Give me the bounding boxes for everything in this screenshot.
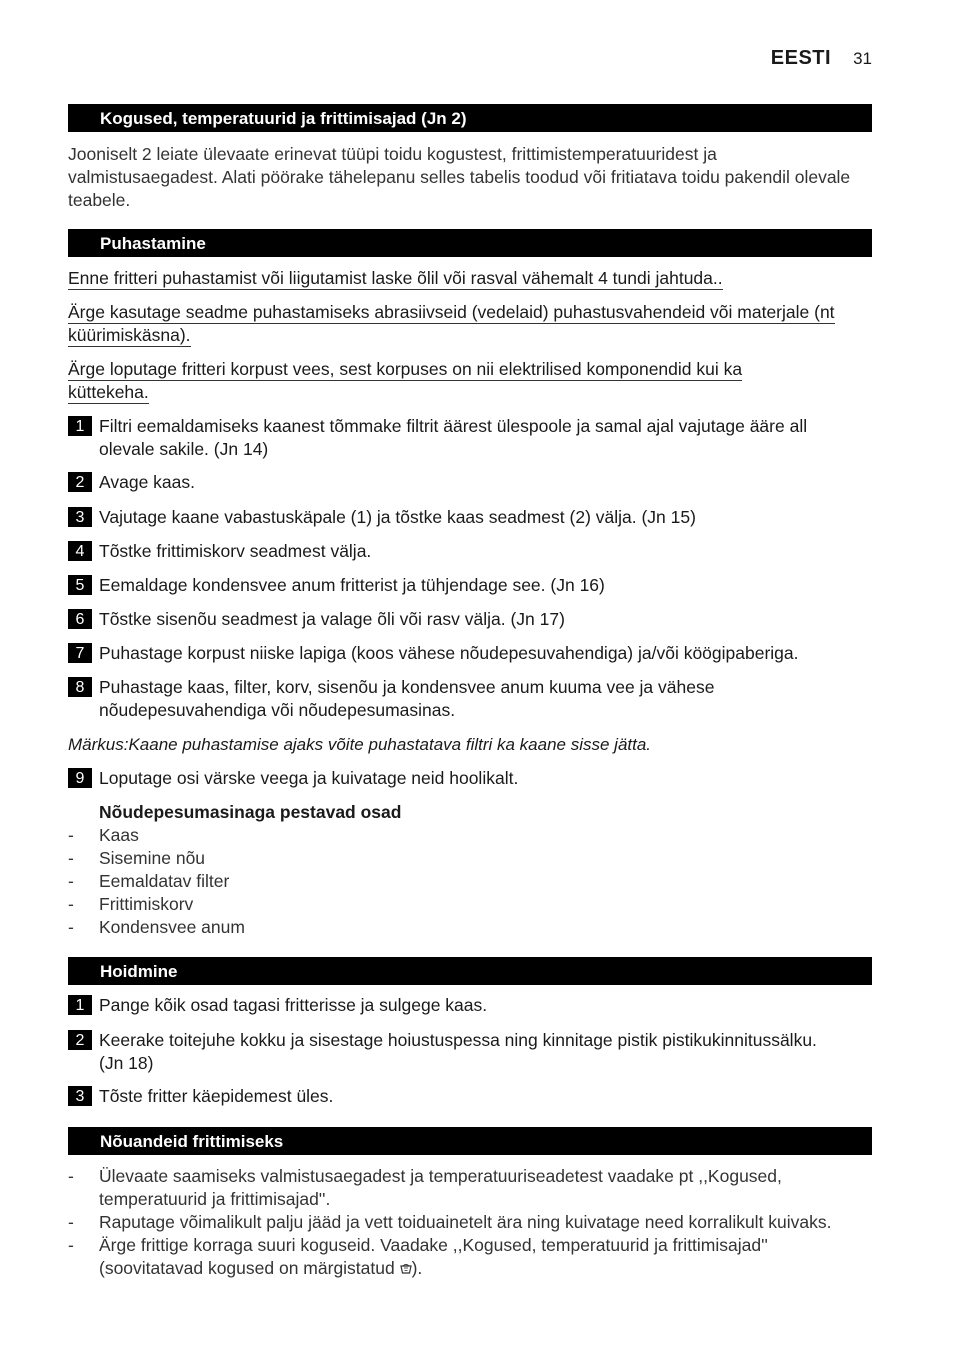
text-line: Jooniselt 2 leiate ülevaate erinevat tüüpi toidu kogustest, frittimistemperatuuridest ja <box>68 144 717 164</box>
section-heading-quantities: Kogused, temperatuurid ja frittimisajad (Jn 2) <box>68 104 872 132</box>
page-number: 31 <box>853 49 872 68</box>
step-text: nõudepesuvahendiga või nõudepesumasinas. <box>99 700 456 720</box>
step-text: Keerake toitejuhe kokku ja sisestage hoiustuspessa ning kinnitage pistik pistikukinnitussälku. <box>99 1030 817 1050</box>
warning-2 <box>68 301 835 347</box>
section-heading-storage: Hoidmine <box>68 957 872 985</box>
step-text: Eemaldage kondensvee anum fritterist ja tühjendage see. (Jn 16) <box>99 575 605 595</box>
list-item: - Kaas <box>68 825 139 845</box>
warning-text: Ärge loputage fritteri korpust vees, sest korpuses on nii elektrilised komponendid kui ka <box>68 359 743 379</box>
list-item-text: Frittimiskorv <box>99 894 194 914</box>
step-number: 3 <box>68 1086 92 1106</box>
warning-text: Enne fritteri puhastamist või liigutamist laske õlil või rasval vähemalt 4 tundi jahtuda.. <box>68 268 723 288</box>
step-number: 2 <box>68 1030 92 1050</box>
step-text: (Jn 18) <box>99 1053 154 1073</box>
section-heading-cleaning: Puhastamine <box>68 229 872 257</box>
storage-step-1 <box>68 994 872 1017</box>
step-text: Pange kõik osad tagasi fritterisse ja sulgege kaas. <box>99 995 488 1015</box>
list-item: - Frittimiskorv <box>68 894 194 914</box>
list-item-text: temperatuurid ja frittimisajad''. <box>99 1189 331 1209</box>
list-item-text: Eemaldatav filter <box>99 871 230 891</box>
warning-3 <box>68 358 742 404</box>
tips-list <box>68 1165 872 1280</box>
list-item: - Ülevaate saamiseks valmistusaegadest ja temperatuuriseadetest vaadake pt ,,Kogused, temperatuurid ja frittimisajad''. <box>68 1165 872 1211</box>
cleaning-step-2 <box>68 471 872 494</box>
step-text: olevale sakile. (Jn 14) <box>99 439 269 459</box>
step-number: 1 <box>68 995 92 1015</box>
language-label: EESTI <box>770 47 832 69</box>
list-item: - Raputage võimalikult palju jääd ja vett toiduainetelt ära ning kuivatage need korralikult kuivaks. <box>68 1211 872 1234</box>
list-item: - Kondensvee anum <box>68 917 245 937</box>
step-text: Tõste fritter käepidemest üles. <box>99 1086 334 1106</box>
text-line: teabele. <box>68 190 131 210</box>
section-heading-tips: Nõuandeid frittimiseks <box>68 1127 872 1155</box>
step-text: Filtri eemaldamiseks kaanest tõmmake filtrit äärest ülespoole ja samal ajal vajutage ääre all <box>99 416 808 436</box>
cleaning-step-8 <box>68 676 872 722</box>
cleaning-step-6 <box>68 608 872 631</box>
step-text: Tõstke frittimiskorv seadmest välja. <box>99 541 372 561</box>
step-number: 9 <box>68 768 92 788</box>
step-text: Avage kaas. <box>99 472 195 492</box>
list-item-text-part: (soovitatavad kogused on märgistatud <box>99 1258 400 1278</box>
list-item-text <box>99 1257 872 1280</box>
step-number: 2 <box>68 472 92 492</box>
step-number: 7 <box>68 643 92 663</box>
list-item-text: Kaas <box>99 825 139 845</box>
storage-step-2 <box>68 1029 872 1075</box>
step-text: Puhastage korpust niiske lapiga (koos vähese nõudepesuvahendiga) ja/või köögipaberiga. <box>99 643 799 663</box>
list-item-text-part: ). <box>411 1258 423 1278</box>
step-number: 4 <box>68 541 92 561</box>
warning-text: küürimiskäsna). <box>68 325 191 345</box>
step-number: 5 <box>68 575 92 595</box>
cleaning-step-1 <box>68 415 872 461</box>
list-item-text: Ülevaate saamiseks valmistusaegadest ja temperatuuriseadetest vaadake pt ,,Kogused, <box>99 1166 782 1186</box>
step-text: Tõstke sisenõu seadmest ja valage õli või rasv välja. (Jn 17) <box>99 609 565 629</box>
cleaning-step-5 <box>68 574 872 597</box>
step-text: Puhastage kaas, filter, korv, sisenõu ja kondensvee anum kuuma vee ja vähese <box>99 677 715 697</box>
text-line: valmistusaegadest. Alati pöörake tähelepanu selles tabelis toodud või fritiatava toidu pakendil olevale <box>68 167 851 187</box>
page-header <box>771 47 872 70</box>
list-item-text: Ärge frittige korraga suuri koguseid. Vaadake ,,Kogused, temperatuurid ja frittimisajad'' <box>99 1235 768 1255</box>
cleaning-step-4 <box>68 540 872 563</box>
step-number: 6 <box>68 609 92 629</box>
storage-step-3 <box>68 1085 872 1108</box>
list-item-text: Kondensvee anum <box>99 917 245 937</box>
step-text: Loputage osi värske veega ja kuivatage neid hoolikalt. <box>99 768 519 788</box>
step-number: 1 <box>68 416 92 436</box>
cleaning-step-3 <box>68 506 872 529</box>
quantities-text <box>68 143 872 212</box>
list-item: - Eemaldatav filter <box>68 871 230 891</box>
warning-1 <box>68 267 723 290</box>
dishwasher-subheading: Nõudepesumasinaga pestavad osad <box>99 802 402 822</box>
warning-text: küttekeha. <box>68 382 149 402</box>
dishwasher-list <box>68 824 872 939</box>
note-text: Märkus:Kaane puhastamise ajaks võite puhastatava filtri ka kaane sisse jätta. <box>68 735 652 754</box>
list-item-text: Sisemine nõu <box>99 848 206 868</box>
step-text: Vajutage kaane vabastuskäpale (1) ja tõstke kaas seadmest (2) välja. (Jn 15) <box>99 507 696 527</box>
warning-text: Ärge kasutage seadme puhastamiseks abrasiivseid (vedelaid) puhastusvahendeid või materjale (nt <box>68 302 835 322</box>
basket-icon <box>400 1263 412 1275</box>
cleaning-step-9 <box>68 767 872 790</box>
list-item: - Sisemine nõu <box>68 848 206 868</box>
step-number: 3 <box>68 507 92 527</box>
step-number: 8 <box>68 677 92 697</box>
cleaning-step-7 <box>68 642 872 665</box>
list-item: - Ärge frittige korraga suuri koguseid. Vaadake ,,Kogused, temperatuurid ja frittimisajad'' (soovitatavad kogused on märgistatud ). <box>68 1234 872 1280</box>
list-item-text: Raputage võimalikult palju jääd ja vett toiduainetelt ära ning kuivatage need korralikult kuivaks. <box>99 1212 832 1232</box>
